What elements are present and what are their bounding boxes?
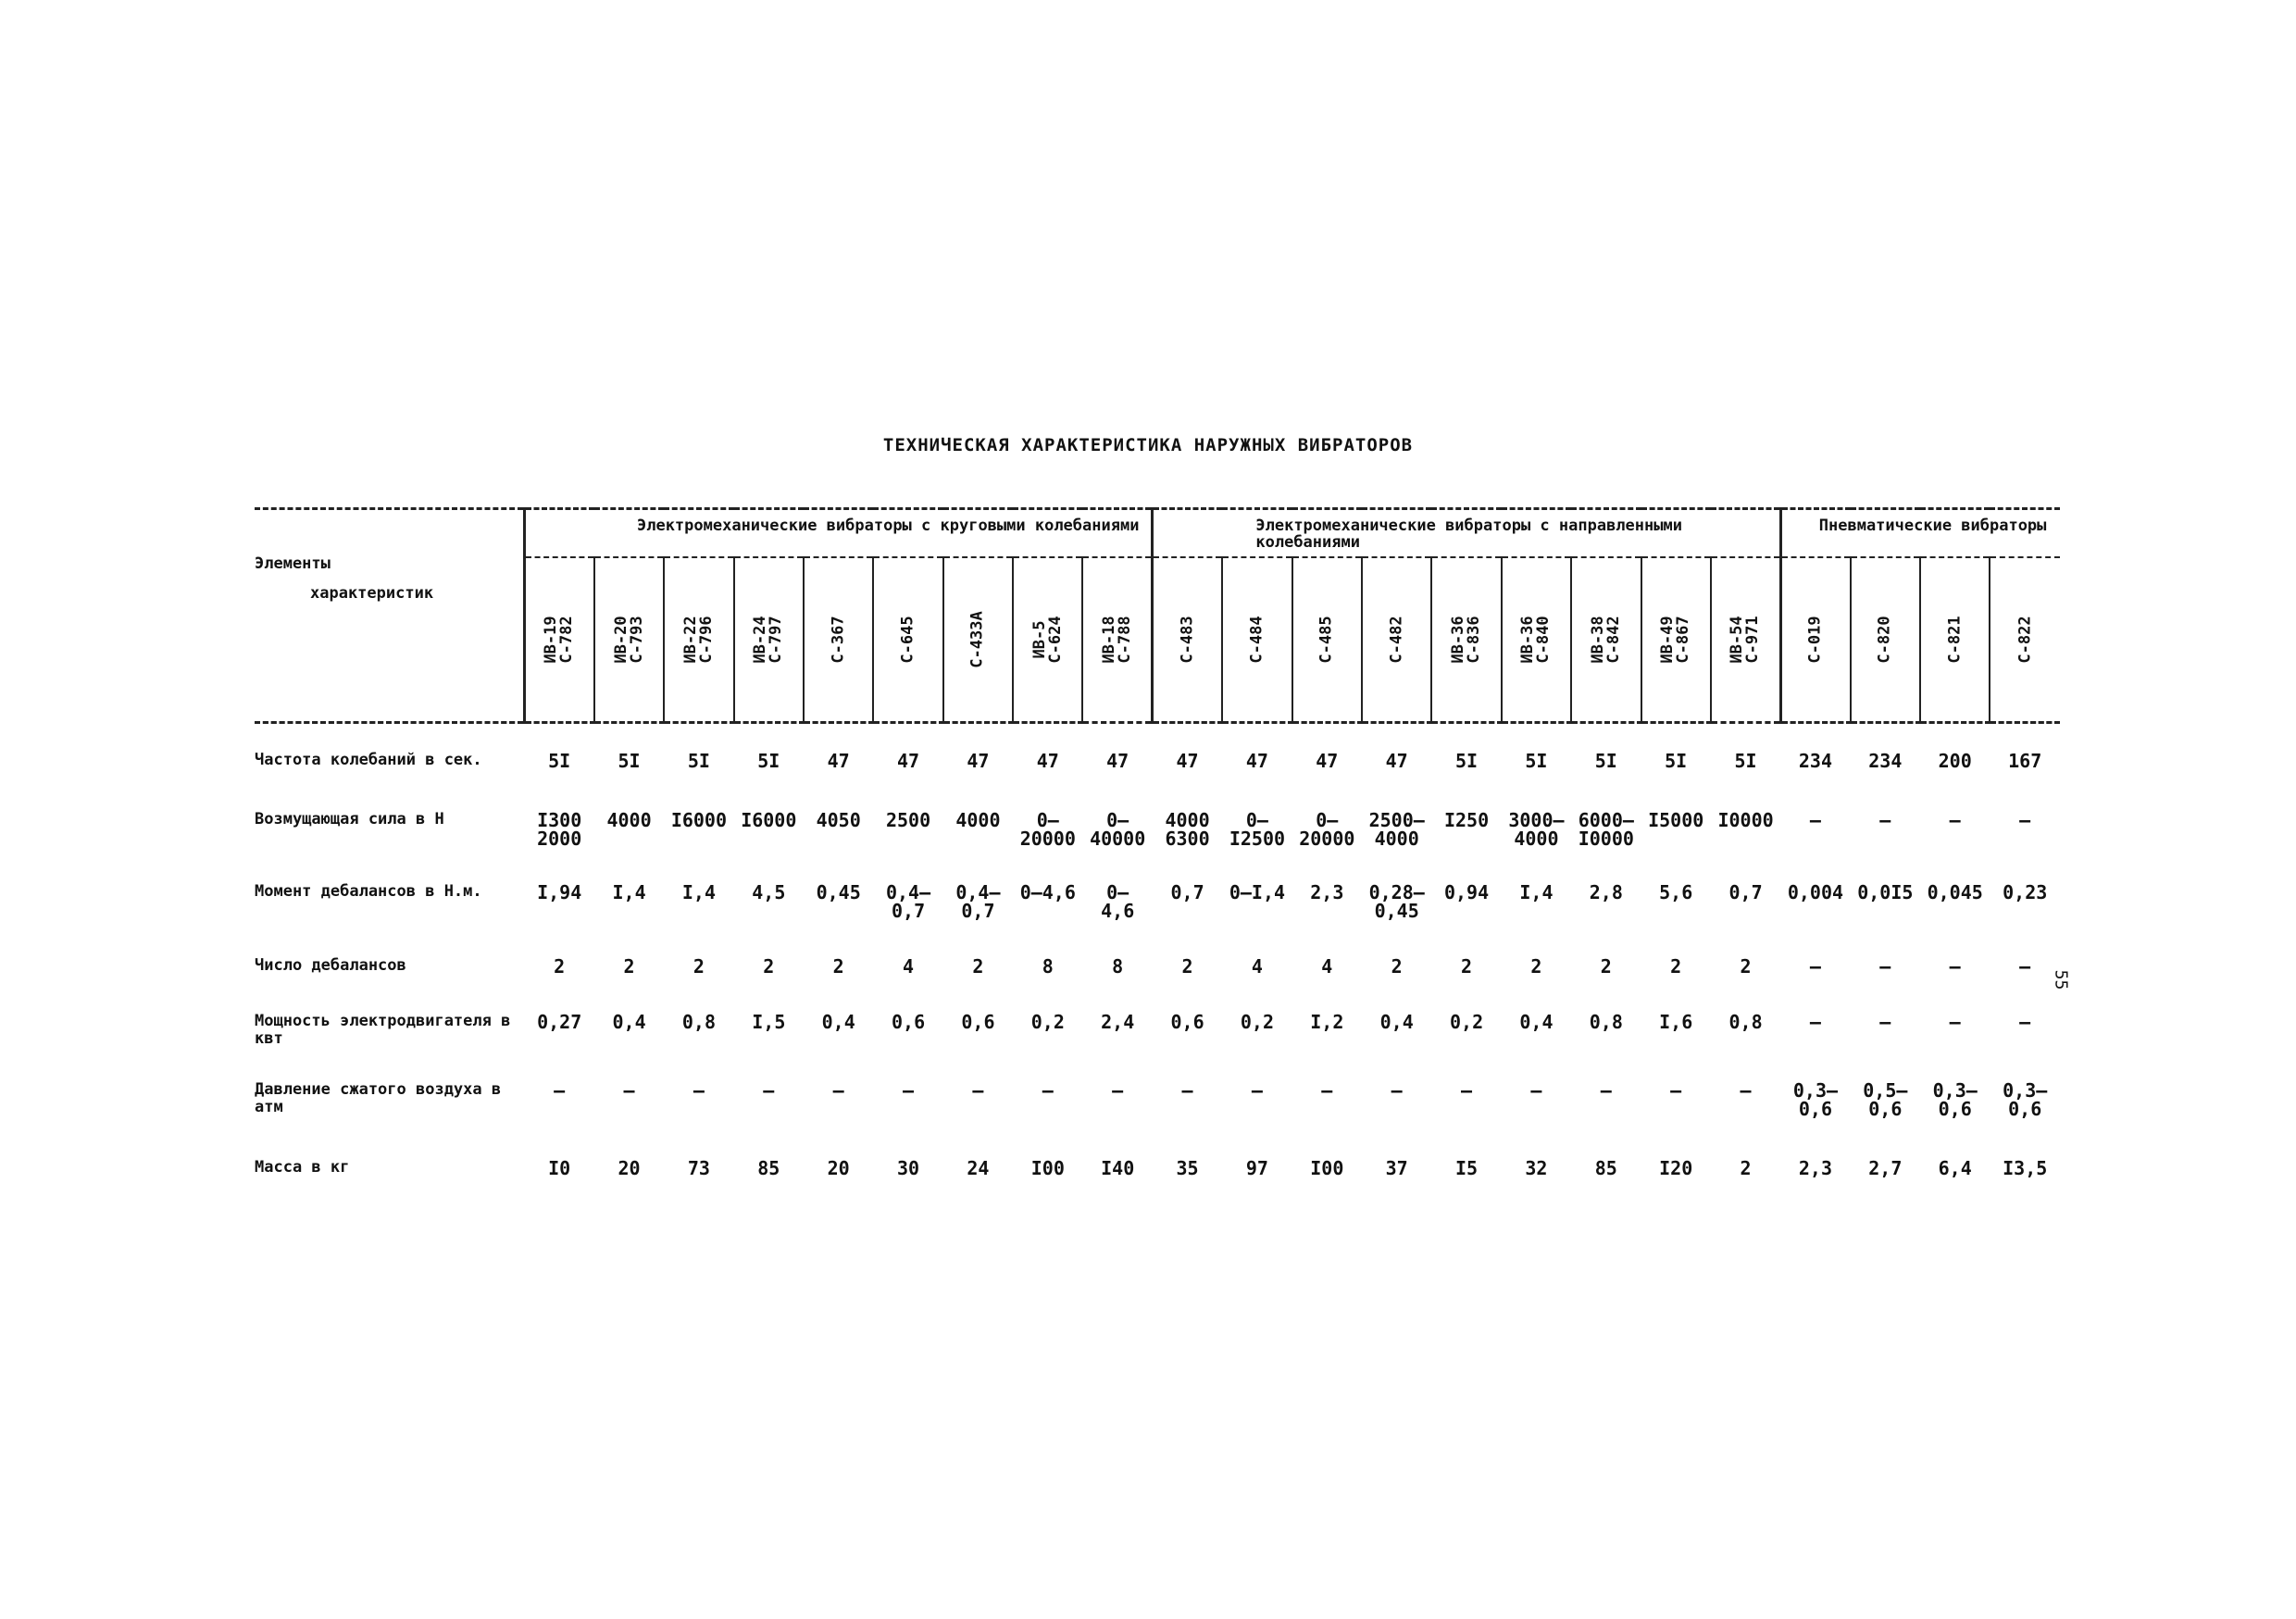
model-label: ИВ-20 С-793 bbox=[611, 615, 646, 664]
cell-value: – bbox=[903, 1078, 915, 1102]
cell-value: – bbox=[2019, 954, 2031, 978]
cell-value: 0,4 bbox=[1519, 1010, 1554, 1033]
cell-value: 0,3– 0,6 bbox=[1932, 1078, 1978, 1120]
table-row bbox=[255, 1013, 2060, 1076]
cell-value: I300 2000 bbox=[537, 808, 582, 850]
model-label: ИВ-5 С-624 bbox=[1029, 615, 1065, 664]
table-row bbox=[255, 722, 2060, 811]
cell-value: 0,4– 0,7 bbox=[885, 880, 931, 922]
cell-value: – bbox=[1949, 954, 1961, 978]
model-header bbox=[664, 557, 733, 723]
cell-value: 47 bbox=[1245, 749, 1268, 772]
cell-value: I20 bbox=[1659, 1156, 1693, 1179]
cell-value: 20 bbox=[827, 1156, 850, 1179]
cell-value: I,5 bbox=[752, 1010, 786, 1033]
model-header bbox=[1641, 557, 1711, 723]
cell-value: – bbox=[1181, 1078, 1193, 1102]
cell-value: 97 bbox=[1245, 1156, 1268, 1179]
cell-value: – bbox=[832, 1078, 844, 1102]
cell-value: 5,6 bbox=[1659, 880, 1693, 903]
model-header bbox=[1920, 557, 1990, 723]
cell-value: 0–I,4 bbox=[1229, 880, 1286, 903]
cell-value: 0,8 bbox=[1589, 1010, 1623, 1033]
cell-value: 2,7 bbox=[1868, 1156, 1903, 1179]
model-label: ИВ-38 С-842 bbox=[1588, 615, 1623, 664]
cell-value: 0,8 bbox=[681, 1010, 716, 1033]
model-label: ИВ-49 С-867 bbox=[1658, 615, 1693, 664]
cell-value: I0 bbox=[548, 1156, 571, 1179]
cell-value: 5I bbox=[687, 749, 710, 772]
cell-value: 5I bbox=[1455, 749, 1479, 772]
cell-value: 234 bbox=[1798, 749, 1833, 772]
cell-value: I,4 bbox=[681, 880, 716, 903]
cell-value: 6000– I0000 bbox=[1578, 808, 1634, 850]
table-row bbox=[255, 1155, 2060, 1196]
cell-value: – bbox=[972, 1078, 984, 1102]
cell-value: 8 bbox=[1112, 954, 1124, 978]
cell-value: 2 bbox=[1600, 954, 1612, 978]
cell-value: 85 bbox=[757, 1156, 780, 1179]
cell-value: 0,45 bbox=[816, 880, 861, 903]
model-label: С-433А bbox=[967, 610, 987, 668]
cell-value: – bbox=[763, 1078, 775, 1102]
stub-header bbox=[255, 509, 524, 723]
row-label: Момент дебалансов в Н.м. bbox=[255, 881, 482, 901]
cell-value: 47 bbox=[1176, 749, 1199, 772]
cell-value: 5I bbox=[548, 749, 571, 772]
cell-value: I00 bbox=[1310, 1156, 1344, 1179]
cell-value: 30 bbox=[897, 1156, 920, 1179]
row-label: Частота колебаний в сек. bbox=[255, 750, 482, 769]
cell-value: – bbox=[693, 1078, 705, 1102]
table-row bbox=[255, 1076, 2060, 1155]
cell-value: 4000 bbox=[606, 808, 652, 831]
cell-value: 2 bbox=[1391, 954, 1403, 978]
cell-value: 6,4 bbox=[1938, 1156, 1972, 1179]
cell-value: 2500 bbox=[885, 808, 931, 831]
cell-value: – bbox=[1530, 1078, 1542, 1102]
cell-value: 5I bbox=[1525, 749, 1548, 772]
row-label: Число дебалансов bbox=[255, 955, 406, 975]
cell-value: 2500– 4000 bbox=[1368, 808, 1425, 850]
cell-value: 2 bbox=[1530, 954, 1542, 978]
cell-value: I40 bbox=[1101, 1156, 1135, 1179]
model-label: С-820 bbox=[1875, 615, 1894, 664]
model-header bbox=[1431, 557, 1501, 723]
cell-value: 0,045 bbox=[1927, 880, 1983, 903]
model-label: С-482 bbox=[1387, 615, 1406, 664]
cell-value: 0,2 bbox=[1450, 1010, 1484, 1033]
cell-value: 0,94 bbox=[1443, 880, 1490, 903]
model-header bbox=[1711, 557, 1780, 723]
cell-value: 0,0I5 bbox=[1857, 880, 1914, 903]
model-label: ИВ-24 С-797 bbox=[751, 615, 786, 664]
model-header bbox=[1851, 557, 1920, 723]
cell-value: 0,2 bbox=[1030, 1010, 1065, 1033]
model-header bbox=[734, 557, 804, 723]
cell-value: 32 bbox=[1525, 1156, 1548, 1179]
cell-value: 234 bbox=[1868, 749, 1903, 772]
cell-value: 5I bbox=[757, 749, 780, 772]
cell-value: 8 bbox=[1042, 954, 1054, 978]
group-header-3: Пневматические вибраторы bbox=[1780, 509, 2060, 557]
model-header bbox=[1013, 557, 1082, 723]
cell-value: 2,4 bbox=[1101, 1010, 1135, 1033]
model-header bbox=[1153, 557, 1222, 723]
cell-value: 2,3 bbox=[1310, 880, 1344, 903]
cell-value: 0,8 bbox=[1728, 1010, 1763, 1033]
row-label: Возмущающая сила в Н bbox=[255, 809, 444, 828]
model-header bbox=[1292, 557, 1362, 723]
cell-value: 0,23 bbox=[2003, 880, 2048, 903]
model-label: ИВ-22 С-796 bbox=[680, 615, 716, 664]
cell-value: – bbox=[1809, 1010, 1821, 1033]
model-header bbox=[594, 557, 664, 723]
cell-value: 0,4 bbox=[821, 1010, 855, 1033]
cell-value: I5000 bbox=[1648, 808, 1704, 831]
cell-value: 0– 20000 bbox=[1299, 808, 1355, 850]
cell-value: I3,5 bbox=[2003, 1156, 2048, 1179]
cell-value: 47 bbox=[1106, 749, 1129, 772]
cell-value: I6000 bbox=[670, 808, 728, 831]
model-header bbox=[1571, 557, 1641, 723]
cell-value: 2 bbox=[1181, 954, 1193, 978]
cell-value: 0,5– 0,6 bbox=[1863, 1078, 1908, 1120]
model-label: ИВ-36 С-840 bbox=[1518, 615, 1554, 664]
cell-value: I00 bbox=[1030, 1156, 1065, 1179]
row-label: Мощность электродвигателя в квт bbox=[255, 1011, 511, 1048]
model-header bbox=[1082, 557, 1152, 723]
cell-value: – bbox=[623, 1078, 635, 1102]
cell-value: – bbox=[1321, 1078, 1333, 1102]
group-header-1: Электромеханические вибраторы с круговыми колебаниями bbox=[524, 509, 1152, 557]
cell-value: 0–4,6 bbox=[1019, 880, 1076, 903]
model-label: С-483 bbox=[1178, 615, 1197, 664]
cell-value: 47 bbox=[897, 749, 920, 772]
model-header bbox=[804, 557, 873, 723]
cell-value: 0,4 bbox=[1379, 1010, 1414, 1033]
cell-value: I,4 bbox=[612, 880, 646, 903]
table-row bbox=[255, 876, 2060, 957]
stub-header-line-2: характеристик bbox=[310, 584, 434, 603]
model-label: С-367 bbox=[829, 615, 848, 664]
cell-value: – bbox=[1949, 1010, 1961, 1033]
cell-value: 0,28– 0,45 bbox=[1368, 880, 1425, 922]
cell-value: 4,5 bbox=[752, 880, 786, 903]
cell-value: 0,4– 0,7 bbox=[955, 880, 1001, 922]
model-label: ИВ-18 С-788 bbox=[1099, 615, 1134, 664]
cell-value: I0000 bbox=[1717, 808, 1774, 831]
cell-value: 0,6 bbox=[1170, 1010, 1204, 1033]
cell-value: – bbox=[1600, 1078, 1612, 1102]
group-header-2: Электромеханические вибраторы с направленными колебаниями bbox=[1153, 509, 1780, 557]
cell-value: 47 bbox=[1316, 749, 1339, 772]
cell-value: I5 bbox=[1455, 1156, 1479, 1179]
model-header bbox=[873, 557, 942, 723]
model-label: С-484 bbox=[1247, 615, 1267, 664]
model-header bbox=[1362, 557, 1431, 723]
model-header bbox=[524, 557, 593, 723]
cell-value: I,94 bbox=[537, 880, 582, 903]
cell-value: 0,6 bbox=[891, 1010, 926, 1033]
row-label: Масса в кг bbox=[255, 1157, 350, 1177]
cell-value: 0,004 bbox=[1787, 880, 1844, 903]
cell-value: 0,27 bbox=[537, 1010, 582, 1033]
cell-value: 2 bbox=[554, 954, 566, 978]
cell-value: 5I bbox=[1665, 749, 1688, 772]
cell-value: 0,7 bbox=[1728, 880, 1763, 903]
model-header bbox=[1780, 557, 1850, 723]
page-title: ТЕХНИЧЕСКАЯ ХАРАКТЕРИСТИКА НАРУЖНЫХ ВИБРАТОРОВ bbox=[882, 435, 1414, 455]
cell-value: – bbox=[1879, 808, 1891, 831]
cell-value: 2 bbox=[693, 954, 705, 978]
row-label: Давление сжатого воздуха в атм bbox=[255, 1079, 502, 1116]
cell-value: 0,2 bbox=[1240, 1010, 1274, 1033]
cell-value: 35 bbox=[1176, 1156, 1199, 1179]
cell-value: – bbox=[1879, 954, 1891, 978]
cell-value: I,6 bbox=[1659, 1010, 1693, 1033]
cell-value: 4000 6300 bbox=[1165, 808, 1210, 850]
model-label: С-822 bbox=[2015, 615, 2035, 664]
cell-value: 20 bbox=[618, 1156, 641, 1179]
model-label: ИВ-36 С-836 bbox=[1449, 615, 1484, 664]
cell-value: – bbox=[1670, 1078, 1682, 1102]
model-label: С-645 bbox=[898, 615, 917, 664]
cell-value: 47 bbox=[967, 749, 990, 772]
cell-value: – bbox=[2019, 1010, 2031, 1033]
cell-value: 0– 20000 bbox=[1019, 808, 1076, 850]
cell-value: 2 bbox=[763, 954, 775, 978]
cell-value: 4050 bbox=[816, 808, 861, 831]
cell-value: 4 bbox=[903, 954, 915, 978]
cell-value: – bbox=[1949, 808, 1961, 831]
model-label: ИВ-54 С-971 bbox=[1728, 615, 1763, 664]
cell-value: 24 bbox=[967, 1156, 990, 1179]
cell-value: 5I bbox=[618, 749, 641, 772]
cell-value: – bbox=[1461, 1078, 1473, 1102]
cell-value: 2 bbox=[623, 954, 635, 978]
vibrator-spec-table bbox=[255, 507, 2060, 1196]
cell-value: – bbox=[2019, 808, 2031, 831]
cell-value: I6000 bbox=[741, 808, 797, 831]
cell-value: 167 bbox=[2008, 749, 2042, 772]
cell-value: 0,6 bbox=[961, 1010, 995, 1033]
cell-value: 47 bbox=[1036, 749, 1059, 772]
cell-value: 5I bbox=[1594, 749, 1617, 772]
table-row bbox=[255, 811, 2060, 876]
cell-value: 2 bbox=[1461, 954, 1473, 978]
model-header bbox=[1990, 557, 2060, 723]
cell-value: 4 bbox=[1321, 954, 1333, 978]
model-label: С-821 bbox=[1945, 615, 1965, 664]
cell-value: 0,3– 0,6 bbox=[2003, 1078, 2048, 1120]
cell-value: 4 bbox=[1251, 954, 1263, 978]
cell-value: – bbox=[1112, 1078, 1124, 1102]
cell-value: – bbox=[1879, 1010, 1891, 1033]
cell-value: 2 bbox=[1670, 954, 1682, 978]
cell-value: 3000– 4000 bbox=[1508, 808, 1565, 850]
cell-value: 85 bbox=[1594, 1156, 1617, 1179]
cell-value: – bbox=[1740, 1078, 1752, 1102]
cell-value: 47 bbox=[1385, 749, 1408, 772]
cell-value: 0,3– 0,6 bbox=[1792, 1078, 1839, 1120]
cell-value: – bbox=[1042, 1078, 1054, 1102]
cell-value: 2,3 bbox=[1798, 1156, 1833, 1179]
cell-value: – bbox=[1391, 1078, 1403, 1102]
cell-value: 0,7 bbox=[1170, 880, 1204, 903]
cell-value: 5I bbox=[1734, 749, 1757, 772]
table-row bbox=[255, 957, 2060, 1013]
page-mark: 55 bbox=[2051, 969, 2071, 990]
model-header bbox=[1222, 557, 1292, 723]
cell-value: 73 bbox=[687, 1156, 710, 1179]
model-label: С-019 bbox=[1805, 615, 1825, 664]
cell-value: 2 bbox=[1740, 1156, 1752, 1179]
cell-value: 200 bbox=[1938, 749, 1972, 772]
model-label: С-485 bbox=[1316, 615, 1336, 664]
cell-value: 2 bbox=[972, 954, 984, 978]
cell-value: – bbox=[1809, 808, 1821, 831]
model-header bbox=[943, 557, 1013, 723]
cell-value: 4000 bbox=[955, 808, 1001, 831]
model-header bbox=[1502, 557, 1571, 723]
cell-value: I,4 bbox=[1519, 880, 1554, 903]
stub-header-line-1: Элементы bbox=[255, 554, 331, 573]
cell-value: I,2 bbox=[1310, 1010, 1344, 1033]
cell-value: 0– 4,6 bbox=[1101, 880, 1135, 922]
cell-value: 0,4 bbox=[612, 1010, 646, 1033]
cell-value: – bbox=[1251, 1078, 1263, 1102]
cell-value: I250 bbox=[1443, 808, 1490, 831]
cell-value: – bbox=[554, 1078, 566, 1102]
cell-value: 2 bbox=[1740, 954, 1752, 978]
cell-value: 47 bbox=[827, 749, 850, 772]
cell-value: – bbox=[1809, 954, 1821, 978]
cell-value: 0– I2500 bbox=[1229, 808, 1286, 850]
cell-value: 0– 40000 bbox=[1090, 808, 1146, 850]
cell-value: 2,8 bbox=[1589, 880, 1623, 903]
cell-value: 37 bbox=[1385, 1156, 1408, 1179]
cell-value: 2 bbox=[832, 954, 844, 978]
model-label: ИВ-19 С-782 bbox=[542, 615, 577, 664]
